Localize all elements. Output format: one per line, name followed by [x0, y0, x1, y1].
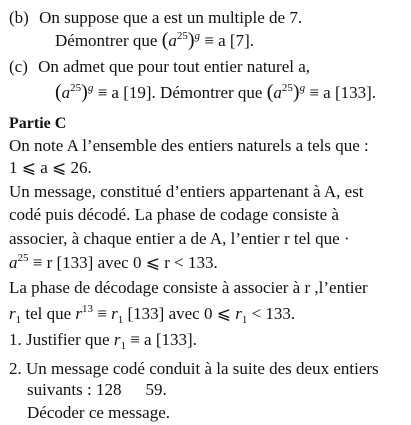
question-b-congruence: ≡ a [7]. — [204, 31, 254, 50]
part-c-line-5: associer, à chaque entier a de A, l’entier r tel que · — [9, 229, 350, 248]
question-b-line-2 — [55, 30, 254, 51]
coding-condition: ≡ r [133] avec 0 ⩽ r < 133. — [32, 253, 218, 272]
question-c-text: On admet que pour tout entier naturel a, — [38, 57, 311, 76]
part-c-line-2: 1 ⩽ a ⩽ 26. — [9, 158, 92, 177]
formula-a25: $a^{25}$ — [9, 252, 29, 272]
question-b-prompt: Démontrer que — [55, 31, 158, 50]
part-c-line-7: La phase de décodage consiste à associer à r ,l’entier — [9, 278, 368, 297]
var-r1: $r_1$ — [111, 304, 124, 326]
question-1-text: 1. Justifier que — [9, 330, 110, 349]
question-2-line-2 — [27, 380, 167, 400]
question-2-line-1: 2. Un message codé conduit à la suite des deux entiers — [9, 359, 379, 378]
formula-a25g: $(a^{25})^g$ — [161, 29, 201, 51]
formula-r13: $r^{13}$ — [75, 303, 94, 323]
part-c-line-6 — [9, 253, 218, 273]
question-b-label: (b) — [9, 8, 29, 27]
question-1 — [9, 330, 197, 350]
question-c-label: (c) — [9, 57, 28, 76]
question-c-line-1 — [9, 57, 310, 77]
part-c-line-4: codé puis décodé. La phase de codage consiste à — [9, 205, 339, 224]
var-r1: $r_1$ — [113, 330, 126, 352]
var-r1: $r_1$ — [235, 304, 248, 326]
message-value-2: 59. — [145, 380, 167, 399]
question-c-congruence-133: ≡ a [133]. — [309, 83, 377, 102]
part-c-heading: Partie C — [9, 115, 67, 132]
decoding-text: tel que — [25, 304, 72, 323]
part-c-line-3: Un message, constitué d’entiers appartenant à A, est — [9, 182, 364, 201]
message-value-1: suivants : 128 — [27, 380, 122, 399]
question-1-congruence: ≡ a [133]. — [130, 330, 197, 349]
formula-a25g-first: $(a^{25})^g$ — [55, 81, 94, 103]
decoding-bound: < 133. — [251, 304, 296, 323]
var-r1: $r_1$ — [9, 304, 22, 326]
formula-a25g-second: $(a^{25})^g$ — [266, 81, 306, 103]
decoding-modulus: [133] avec 0 ⩽ — [127, 304, 231, 323]
question-c-line-2 — [55, 82, 376, 103]
question-2-line-3: Décoder ce message. — [27, 403, 171, 422]
part-c-line-1: On note A l’ensemble des entiers naturels a tels que : — [9, 136, 369, 155]
question-b-text: On suppose que a est un multiple de 7. — [39, 8, 303, 27]
question-b-line-1 — [9, 8, 302, 28]
question-c-congruence-19: ≡ a [19]. Démontrer que — [97, 83, 263, 102]
part-c-line-8: $r_1$ tel que $r^{13} \equiv r_1$ [133] avec 0 ⩽ $r_1 < 133$. — [9, 303, 296, 326]
